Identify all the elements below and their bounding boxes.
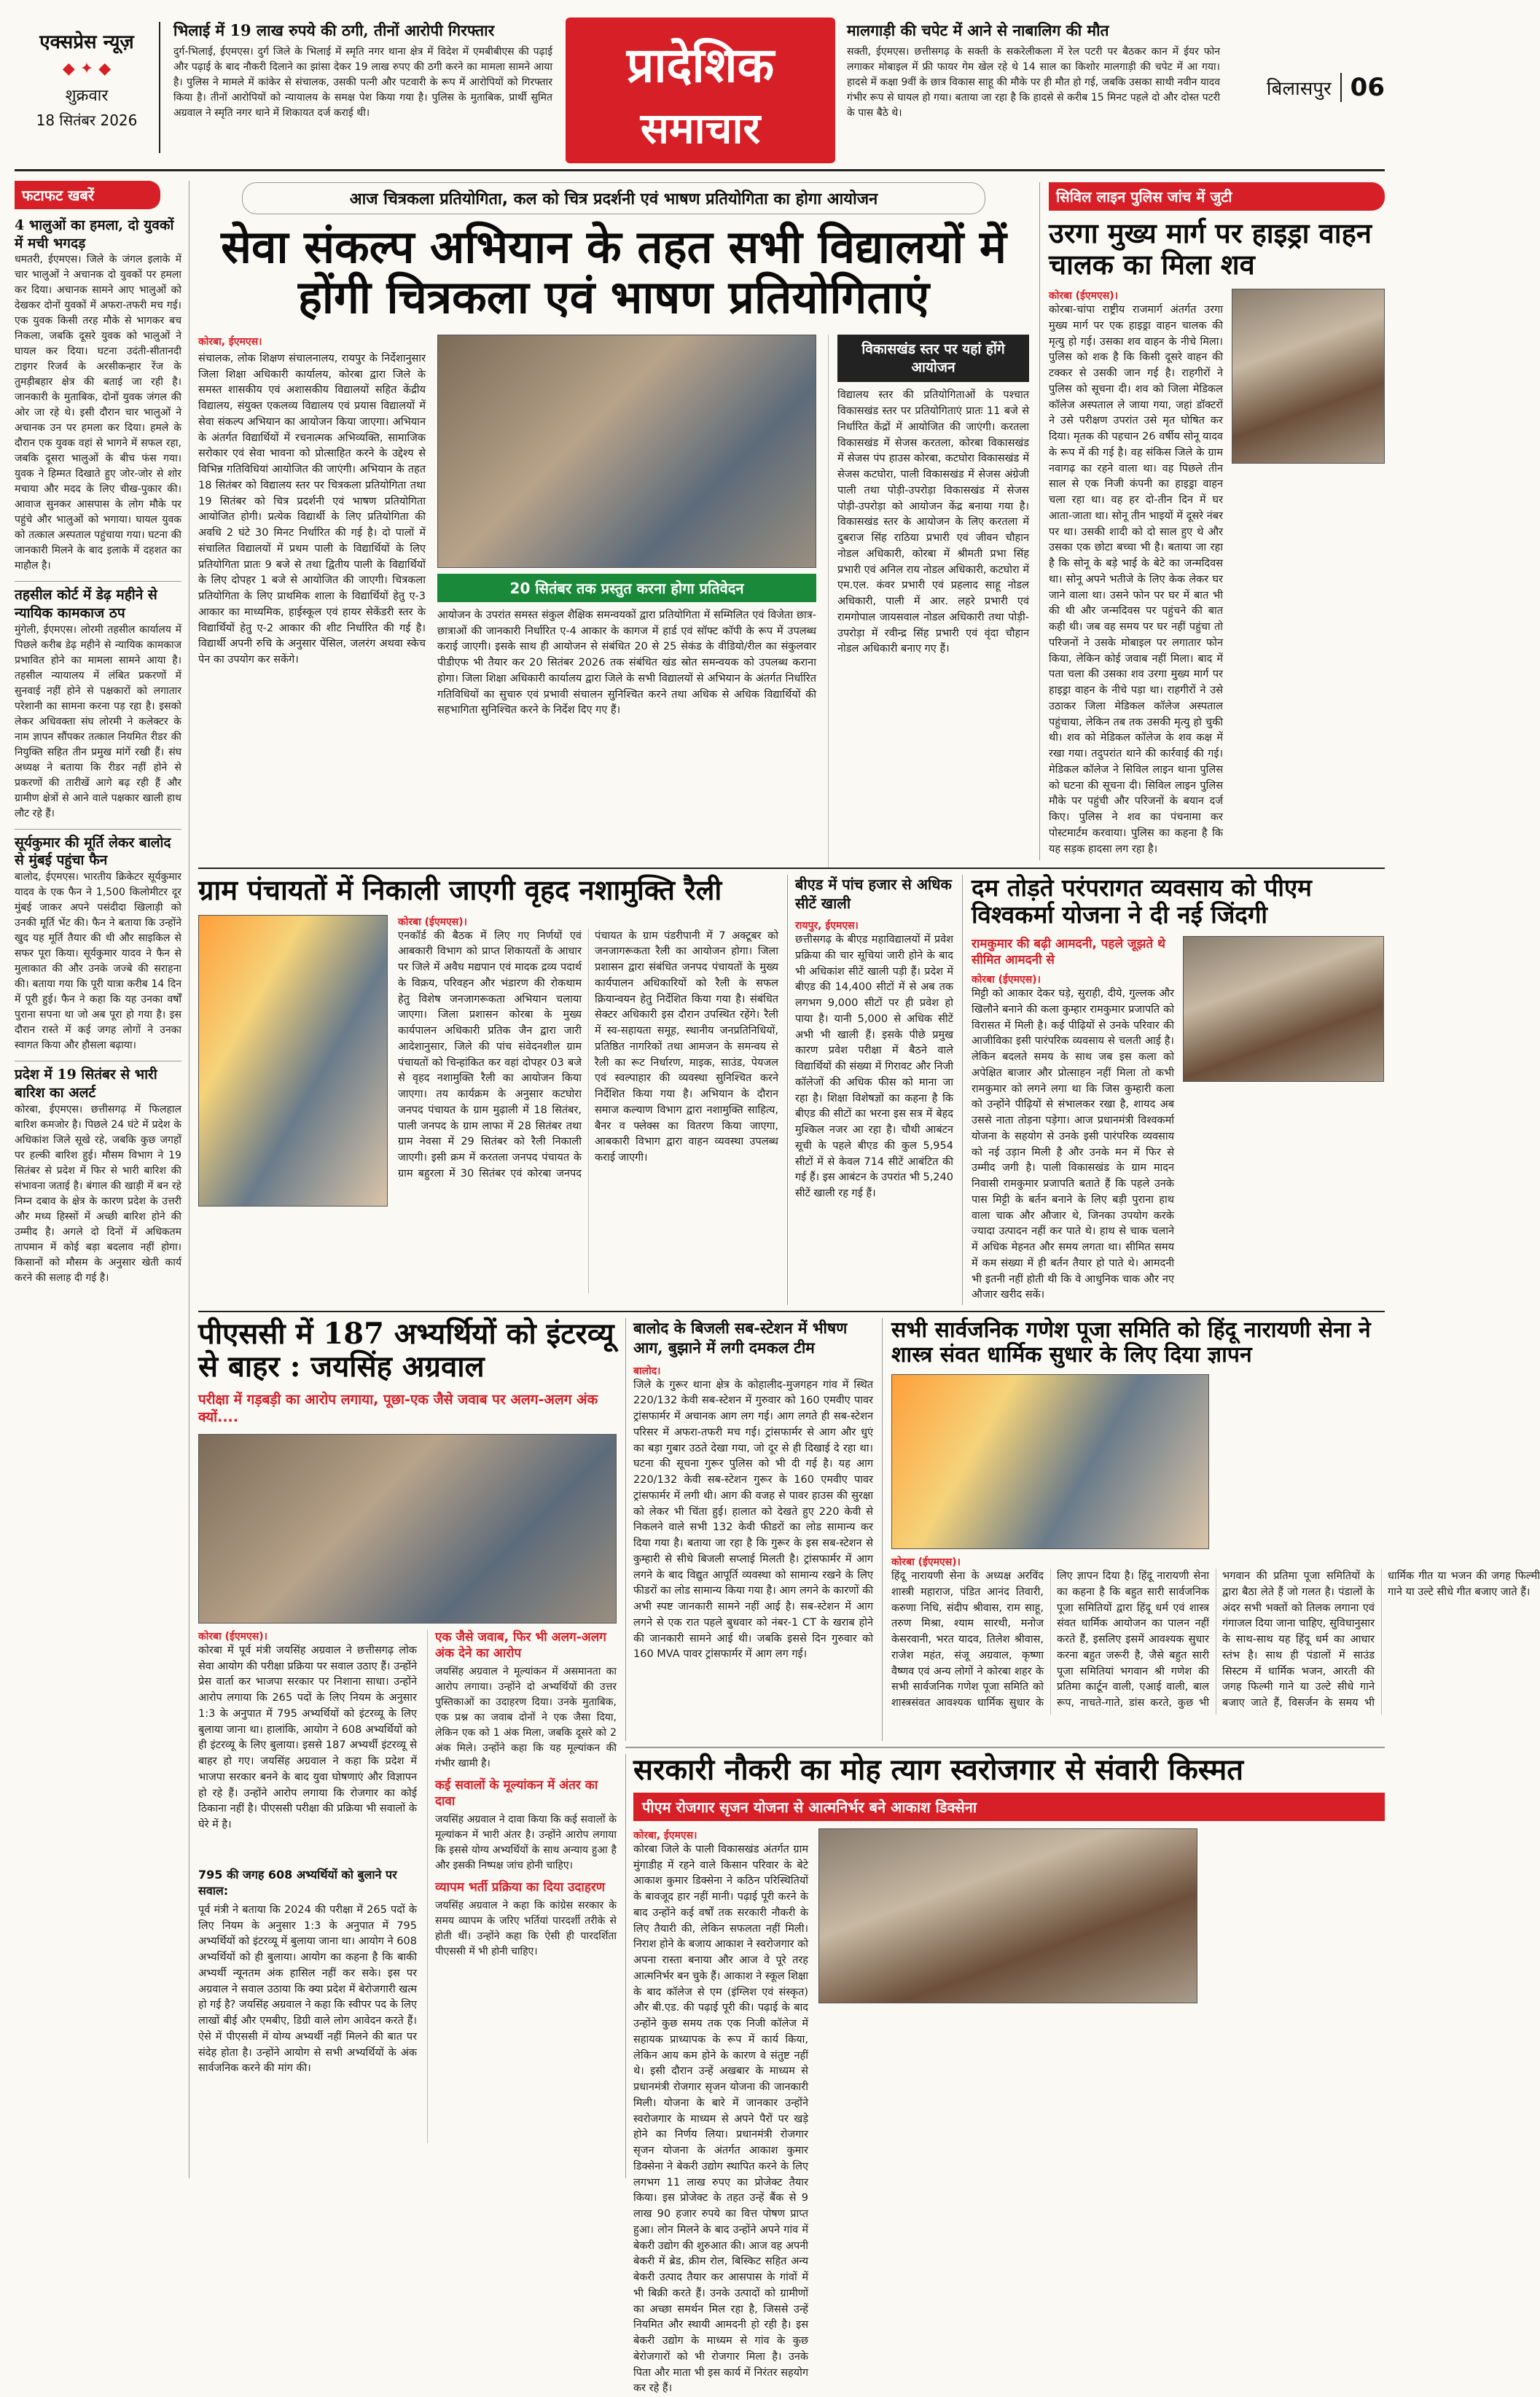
top-left-brief: [173, 20, 552, 159]
masthead-rule: [15, 169, 1385, 171]
naukri-subhead: पीएम रोजगार सृजन योजना से आत्मनिर्भर बने आकाश डिक्सेना: [633, 1793, 1385, 1821]
brief-item: [15, 217, 181, 574]
rally-photo: [198, 915, 388, 1207]
vishwakarma-headline: दम तोड़ते परंपरागत व्यवसाय को पीएम विश्वकर्मा योजना ने दी नई जिंदगी: [972, 873, 1312, 929]
ganesh-headline: सभी सार्वजनिक गणेश पूजा समिति को हिंदू नारायणी सेना ने शास्त्र संवत धार्मिक सुधार के लिए दिया ज्ञापन: [891, 1317, 1371, 1368]
brand-name: एक्सप्रेस न्यूज़: [39, 31, 134, 53]
vishwakarma-body: मिट्टी को आकार देकर घड़े, सुराही, दीये, गुल्लक और खिलौने बनाने की कला कुम्हार रामकुमार प्रजापति को विरासत में मिली है। कई पीढ़ियों से उनके परिवार की आजीविका इसी पारंपरिक व्यवसाय से चलती आई है। लेकिन बदलते समय के साथ जब इस कला को अपेक्षित बाजार और प्रोत्साहन नहीं मिला तो कभी रामकुमार को लगने लगा था कि जिस कुम्हारी कला को उन्होंने पीढ़ियों से संभालकर रखा है, शायद अब उससे नाता तोड़ना पड़ेगा। आज प्रधानमंत्री विश्वकर्मा योजना के सहयोग से उनके इसी पारंपरिक व्यवसाय को नई उड़ान मिली है और उनके मन में फिर से उम्मीद जगी है। पाली विकासखंड के ग्राम मादन निवासी रामकुमार प्रजापति बताते हैं कि पहले उनके पास मिट्टी के बर्तन बनाने के लिए बड़ी पुराना हाथ वाला चाक और औजार थे, जिनका उपयोग करके ज्यादा उत्पादन नहीं कर पाते थे। हाथ से चाक चलाने में अधिक मेहनत और समय लगता था। सीमित समय में कम संख्या में ही बर्तन तैयार हो पाते थे। आमदनी भी इतनी नहीं होती थी कि वे आधुनिक चाक और नए औजार खरीद सकें।: [972, 988, 1174, 1301]
ganesh-photo: [891, 1374, 1209, 1549]
section-rule-1: [198, 868, 1385, 869]
lead-photo: [437, 335, 816, 568]
psc-box-body: जयसिंह अग्रवाल ने मूल्यांकन में असमानता का आरोप लगाया। उन्होंने दो अभ्यर्थियों की उत्तर पुस्तिकाओं का उदाहरण दिया। उनके मुताबिक, एक प्रश्न का जवाब दोनों ने एक जैसा दिया, लेकिन एक को 1 अंक मिला, जबकि दूसरे को 2 अंक मिले। उन्होंने कहा कि यह मूल्यांकन की गंभीर खामी है।: [435, 1666, 617, 1770]
right-top-photo: [1232, 289, 1385, 464]
psc-body2: पूर्व मंत्री ने बताया कि 2024 की परीक्षा में 265 पदों के लिए नियम के अनुसार 1:3 के अनुपात में 795 अभ्यर्थियों को इंटरव्यू में बुलाया जाना था। आयोग ने 608 अभ्यर्थियों को ही बुलाया। आयोग का कहना है कि बाकी अभ्यर्थी न्यूनतम अंक हासिल नहीं कर सके। इस पर अग्रवाल ने सवाल उठाया कि क्या प्रदेश में बेरोजगारी खत्म हो गई है? जयसिंह अग्रवाल ने कहा कि स्वीपर पद के लिए लाखों बीई और एमबीए, डिग्री वाले लोग आवेदन करते हैं। ऐसे में पीएससी में योग्य अभ्यर्थी नहीं मिलने की बात पर संदेह होता है। उन्होंने आयोग से सभी अभ्यर्थियों के अंक सार्वजनिक करने की मांग की।: [198, 1903, 417, 2075]
right-top-dateline: कोरबा (ईएमएस)।: [1049, 290, 1118, 303]
balod-story: [625, 1318, 873, 1741]
quick-news-label: फटाफट खबरें: [15, 181, 160, 209]
left-column: [15, 181, 189, 2178]
psc-box-title: एक जैसे जवाब, फिर भी अलग-अलग अंक देने का आरोप: [435, 1629, 606, 1661]
ganesh-body-cont: [1218, 1374, 1384, 1702]
psc-dateline: कोरबा (ईएमएस)।: [198, 1630, 267, 1642]
right-top-headline: उरगा मुख्य मार्ग पर हाइड्रा वाहन चालक का मिला शव: [1049, 217, 1372, 281]
top-right-head: मालगाड़ी की चपेट में आने से नाबालिग की मौत: [847, 21, 1109, 39]
side-box-body: विद्यालय स्तर की प्रतियोगिताओं के पश्चात विकासखंड स्तर पर प्रतियोगिताएं प्रातः 11 बजे से निर्धारित केंद्रों में आयोजित की जाएंगी। करतला विकासखंड में सेजस करतला, कोरबा विकासखंड में सेजस पंप हाउस कोरबा, कटघोरा विकासखंड में सेजस कटघोरा, पाली विकासखंड में सेजस अंग्रेजी पाली तथा पोड़ी-उपरोड़ा विकासखंड में सेजस पोड़ी-उपरोड़ा को आयोजन केंद्र बनाया गया है। विकासखंड स्तर के आयोजन के लिए करतला में दुबराज सिंह राठिया प्रभारी एवं जीवन चौहान नोडल अधिकारी, कोरबा में श्रीमती प्रभा सिंह प्रभारी एवं अनिल राय नोडल अधिकारी, कटघोरा में एम.एल. कंवर प्रभारी एवं प्रहलाद साहू नोडल अधिकारी, पाली में आर. लहरे प्रभारी एवं रामगोपाल जायसवाल नोडल अधिकारी तथा पोड़ी-उपरोड़ा में रवीन्द्र सिंह प्रभारी एवं वृंदा चौहान नोडल अधिकारी बनाए गए हैं।: [837, 389, 1029, 655]
masthead-brand-box: [15, 22, 160, 153]
ganesh-dateline: कोरबा (ईएमएस)।: [891, 1556, 961, 1569]
section-title-line1: प्रादेशिक: [626, 36, 775, 93]
psc-sub2: 795 की जगह 608 अभ्यर्थियों को बुलाने पर सवाल:: [198, 1867, 397, 1898]
rally-headline: ग्राम पंचायतों में निकाली जाएगी वृहद नशामुक्ति रैली: [198, 873, 722, 906]
ganesh-body: हिंदू नारायणी सेना के अध्यक्ष अरविंद शास्त्री महाराज, पंडित आनंद तिवारी, करुणा निधि, संदीप श्रीवास, राम साहू, तरुण मिश्रा, श्याम सारथी, मनोज केसरवानी, भरत यादव, तिलेश श्रीवास, राजेश महंत, संजू अग्रवाल, कृष्णा वैष्णव एवं अन्य लोगों ने कोरबा शहर के सभी सार्वजनिक गणेश पूजा समिति को शास्त्रसंवत आवश्यक धार्मिक सुधार के लिए ज्ञापन दिया है। हिंदू नारायणी सेना का कहना है कि बहुत सारी सार्वजनिक पूजा समितियों द्वारा हिंदू धर्म एवं शास्त्र संवत धार्मिक आयोजन का पालन नहीं करते हैं, इसलिए इसमें आवश्यक सुधार करना बहुत जरूरी है, जैसे बहुत सारी पूजा समितियां भगवान श्री गणेश की प्रतिमा कार्टून वाली, एआई वाली, बाल रूप, नाचते-गाते, डांस करते, कुछ भी भगवान की प्रतिमा पूजा समितियों के द्वारा बैठा लेते हैं जो गलत है। पंडालों के अंदर सभी भक्तों को तिलक लगाना एवं गंगाजल दिया जाना चाहिए, सुविधानुसार के साथ-साथ यह हिंदू धर्म का आधार स्तंभ है। साथ ही पंडालों में साउंड सिस्टम में धार्मिक भजन, आरती की जगह फिल्मी गाने या उल्टे सीधे गाने बजाए जाते हैं, विसर्जन के समय भी धार्मिक गीत या भजन की जगह फिल्मी गाने या उल्टे सीधे गीत बजाए जाते हैं।: [891, 1570, 1540, 1710]
bed-dateline: रायपुर, ईएमएस।: [795, 920, 859, 932]
brief-item: [15, 1066, 181, 1285]
side-box-title: विकासखंड स्तर पर यहां होंगे आयोजन: [837, 335, 1029, 382]
lead-story: [198, 182, 1029, 860]
issue-date: 18 सितंबर 2026: [36, 112, 138, 129]
lead-headline: सेवा संकल्प अभियान के तहत सभी विद्यालयों में होंगी चित्रकला एवं भाषण प्रतियोगिताएं: [221, 220, 1007, 324]
section-title-line2: समाचार: [640, 104, 761, 153]
lead-below-photo: आयोजन के उपरांत समस्त संकुल शैक्षिक समन्वयकों द्वारा प्रतियोगिता में सम्मिलित एवं विजेता छात्र-छात्राओं की जानकारी निर्धारित ए-4 आकार के कागज में हार्ड एवं सॉफ्ट कॉपी के रूप में उपलब्ध कराई जाएगी। इसके साथ ही आयोजन से संबंधित 20 से 25 सेकंड के वीडियो/रील का संकुलवार पीडीएफ भी तैयार कर 20 सितंबर 2026 तक संबंधित खंड स्रोत समन्वयक को उपलब्ध कराना होगा। जिला शिक्षा अधिकारी कार्यालय द्वारा जिले के सभी विद्यालयों से अभियान के अंतर्गत निर्धारित गतिविधियों का सुचारु एवं प्रभावी संचालन सुनिश्चित करने तथा अधिक से अधिक विद्यार्थियों की सहभागिता सुनिश्चित करने के निर्देश दिए गए हैं।: [437, 609, 816, 717]
psc-photo: [198, 1434, 617, 1624]
vishwakarma-dateline: कोरबा (ईएमएस)।: [972, 974, 1041, 986]
psc-box3-body: जयसिंह अग्रवाल ने कहा कि कांग्रेस सरकार के समय व्यापम के जरिए भर्तियां पारदर्शी तरीके से होती थीं। उन्होंने कहा कि ऐसी ही पारदर्शिता पीएससी में भी होनी चाहिए।: [435, 1900, 617, 1958]
lead-photo-caption: 20 सितंबर तक प्रस्तुत करना होगा प्रतिवेदन: [437, 574, 816, 602]
top-right-brief: [847, 20, 1220, 159]
city-page-box: [1232, 66, 1385, 109]
ganesh-story: [882, 1317, 1540, 1741]
vishwakarma-subhead: रामकुमार की बढ़ी आमदनी, पहले जूझते थे सीमित आमदनी से: [972, 936, 1165, 967]
naukri-dateline: कोरबा, ईएमएस।: [633, 1829, 697, 1841]
rally-story: [198, 875, 778, 1305]
naukri-body-cont2: [1208, 1828, 1383, 2156]
page-divider: [1340, 73, 1342, 102]
section-rule-3: [625, 1747, 1385, 1748]
psc-box3-title: व्यापम भर्ती प्रक्रिया का दिया उदाहरण: [435, 1880, 606, 1895]
psc-body: कोरबा में पूर्व मंत्री जयसिंह अग्रवाल ने छत्तीसगढ़ लोक सेवा आयोग की परीक्षा प्रक्रिया पर सवाल उठाए हैं। उन्होंने प्रेस वार्ता कर भाजपा सरकार पर निशाना साधा। उन्होंने आरोप लगाया कि 265 पदों के लिए नियम के अनुसार 1:3 के अनुपात में 795 अभ्यर्थियों को इंटरव्यू के लिए बुलाया जाना था। हालांकि, आयोग ने 608 अभ्यर्थियों को ही इंटरव्यू के लिए बुलाया। इससे 187 अभ्यर्थी इंटरव्यू से बाहर हो गए। जयसिंह अग्रवाल ने कहा कि प्रदेश में भाजपा सरकार बनने के बाद युवा घोषणाएं और विज्ञापन हो रहे हैं। उन्होंने आरोप लगाया कि रोजगार का कोई ठिकाना नहीं है। पीएससी परीक्षा की प्रक्रिया भी सवालों के घेरे में है।: [198, 1644, 417, 1831]
brief-head: सूर्यकुमार की मूर्ति लेकर बालोद से मुंबई पहुंचा फैन: [15, 834, 171, 869]
bed-body: छत्तीसगढ़ के बीएड महाविद्यालयों में प्रवेश प्रक्रिया की चार सूचियां जारी होने के बाद भी अधिकांश सीटें खाली पड़ी हैं। प्रदेश में बीएड की 14,400 सीटों में से अब तक लगभग 9,000 सीटों पर ही प्रवेश हो पाया है। यानी 5,000 से अधिक सीटें अभी भी खाली हैं। इसके पीछे प्रमुख कारण प्रवेश परीक्षा में बैठने वाले विद्यार्थियों की संख्या में गिरावट और निजी कॉलेजों की अधिक फीस को माना जा रहा है। शिक्षा विशेषज्ञों का कहना है कि बीएड की सीटों का भरना इस सत्र में बेहद मुश्किल नजर आ रहा है। चौथी आबंटन सूची के पहले बीएड की कुल 5,954 सीटों में से केवल 714 सीटें आबंटित की गई हैं। इस आबंटन के उपरांत भी 5,240 सीटें खाली रह गई हैं।: [795, 934, 953, 1199]
psc-story: [198, 1318, 617, 2178]
lead-body: संचालक, लोक शिक्षण संचालनालय, रायपुर के निर्देशानुसार जिला शिक्षा अधिकारी कार्यालय, कोरबा द्वारा जिले के समस्त शासकीय एवं अशासकीय विद्यालयों सहित केंद्रीय विद्यालय, संयुक्त एकलव्य विद्यालय एवं प्रयास विद्यालयों में सेवा संकल्प अभियान का आयोजन किया जाएगा। अभियान के अंतर्गत विद्यार्थियों में रचनात्मक अभिव्यक्ति, सामाजिक सरोकार एवं सेवा भावना को प्रोत्साहित करने के उद्देश्य से विभिन्न गतिविधियां आयोजित की जाएंगी। अभियान के तहत 18 सितंबर को विद्यालय स्तर पर चित्रकला प्रतियोगिता तथा 19 सितंबर को चित्र प्रदर्शनी एवं भाषण प्रतियोगिता आयोजित होगी। प्रत्येक विद्यार्थी के लिए प्रतियोगिता की अवधि 2 घंटे 30 मिनट निर्धारित की गई है। दो पालों में संचालित विद्यालयों में प्रथम पाली के विद्यार्थियों के लिए प्रतियोगिता प्रातः 9 बजे से तथा द्वितीय पाली के विद्यार्थियों के लिए दोपहर 1 बजे से आयोजित की जाएगी। चित्रकला प्रतियोगिता के लिए प्राथमिक शाला के विद्यार्थियों हेतु ए-3 आकार का माध्यमिक, हाईस्कूल एवं हायर सेकेंडरी स्तर के विद्यार्थियों हेतु ए-2 आकार की शीट निर्धारित की गई है। विद्यार्थी अपनी रुचि के अनुसार पेंसिल, जलरंग अथवा स्केच पेन का उपयोग कर सकेंगे।: [198, 352, 426, 666]
vishwakarma-photo: [1183, 936, 1384, 1082]
right-top-story: [1039, 182, 1385, 860]
rally-body: एनकॉर्ड की बैठक में लिए गए निर्णयों एवं आबकारी विभाग को प्राप्त शिकायतों के आधार पर जिले में अवैध मद्यपान एवं मादक द्रव्य पदार्थ के विक्रय, परिवहन और भंडारण की रोकथाम हेतु विशेष जनजागरूकता अभियान चलाया जाएगा। जिला प्रशासन कोरबा के मुख्य कार्यपालन अधिकारी प्रतिक जैन द्वारा जारी आदेशानुसार, जिले की पांच संवेदनशील ग्राम पंचायतों को चिन्हांकित कर वहां दोपहर 03 बजे से वृहद नशामुक्ति रैली का आयोजन किया जाएगा। तय कार्यक्रम के अनुसार कटघोरा जनपद पंचायत के ग्राम मुढ़ाली में 18 सितंबर, पाली जनपद के ग्राम लाफा में 28 सितंबर तथा ग्राम नेवसा में 29 सितंबर को रैली निकाली जाएगी। इसी क्रम में करतला जनपद पंचायत के ग्राम बहुरला में 30 सितंबर एवं कोरबा जनपद पंचायत के ग्राम पंडरीपानी में 7 अक्टूबर को जनजागरूकता रैली का आयोजन होगा। जिला प्रशासन द्वारा संबंधित जनपद पंचायतों के मुख्य कार्यपालन अधिकारियों को रैली के सफल क्रियान्वयन हेतु निर्देशित किया गया है। संबंधित सेक्टर अधिकारी इस दौरान उपस्थित रहेंगे। रैली में स्व-सहायता समूह, स्थानीय जनप्रतिनिधियों, प्रतिष्ठित नागरिकों तथा आमजन के समन्वय से रैली का रूट निर्धारण, माइक, साउंड, पेयजल एवं स्वल्पाहार की व्यवस्था सुनिश्चित करने निर्देशित किया गया है। अभियान के दौरान समाज कल्याण विभाग द्वारा नशामुक्ति साहित्य, बैनर व फ्लेक्स का वितरण किया जाएगा, आबकारी विभाग द्वारा वाहन व्यवस्था उपलब्ध कराई जाएगी।: [398, 929, 778, 1180]
psc-headline: पीएससी में 187 अभ्यर्थियों को इंटरव्यू से बाहर : जयसिंह अग्रवाल: [198, 1317, 614, 1384]
balod-dateline: बालोद।: [633, 1365, 661, 1377]
right-top-body: कोरबा-चांपा राष्ट्रीय राजमार्ग अंतर्गत उरगा मुख्य मार्ग पर एक हाइड्रा वाहन चालक की मृत्यु हो गई। उसका शव वाहन के नीचे मिला। पुलिस को शक है कि किसी दूसरे वाहन की टक्कर से उसकी जान गई है। राहगीरों ने पुलिस को सूचना दी। शव को जिला मेडिकल कॉलेज अस्पताल ले जाया गया, जहां डॉक्टरों ने उसे परीक्षण उपरांत उसे मृत घोषित कर दिया। मृतक की पहचान 26 वर्षीय सोनू यादव के रूप में की गई है। वह संकिस जिले के ग्राम नवागढ़ का रहने वाला था। वह पिछले तीन साल से एक निजी कंपनी का हाइड्रा वाहन चला रहा था। वह हर दो-तीन दिन में घर आता-जाता था। सोनू तीन भाइयों में दूसरे नंबर पर था। उसकी शादी को दो साल हुए थे और उसका एक छोटा बच्चा भी है। बताया जा रहा है कि सोनू के बड़े भाई के बेटे का जन्मदिवस था। सोनू अपने भतीजे के लिए केक लेकर घर जाने वाला था। उसने फोन पर घर में बात भी की थी और जन्मदिवस पर पहुंचने की बात कही थी। जब वह समय पर घर नहीं पहुंचा तो परिजनों ने उसके मोबाइल पर लगातार फोन किया, लेकिन कोई जवाब नहीं मिला। बाद में पता चला की उसका शव उरगा मुख्य मार्ग पर हाइड्रा वाहन के नीचे पड़ा था। राहगीरों ने उसे उठाकर जिला मेडिकल कॉलेज अस्पताल पहुंचाया, लेकिन तब तक उसकी मृत्यु हो चुकी थी। शव को मेडिकल कॉलेज के शव कक्ष में रखा गया। तदुपरांत थाने की कार्रवाई की गई। मेडिकल कॉलेज ने सिविल लाइन थाना पुलिस को घटना की सूचना दी। सिविल लाइन पुलिस मौके पर पहुंची और परिजनों के बयान दर्ज किए। पुलिस ने शव का पंचनामा कर पोस्टमार्टम करवाया। पुलिस का कहना है कि यह सड़क हादसा लग रहा है।: [1049, 304, 1223, 855]
top-left-body: दुर्ग-भिलाई, ईएमएस। दुर्ग जिले के भिलाई में स्मृति नगर थाना क्षेत्र में विदेश में एमबीबीएस की पढ़ाई और पढ़ाई के बाद नौकरी दिलाने का झांसा देकर 19 लाख रुपए की ठगी करने का मामला सामने आया है। पुलिस ने मामले में कांकेर से संचालक, उसकी पत्नी और पटवारी के रूप में आरोपियों को गिरफ्तार किया है। तीनों आरोपियों को न्यायालय के समक्ष पेश किया गया है। पुलिस के मुताबिक, प्रार्थी सुमित अग्रवाल ने स्मृति नगर थाने में शिकायत दर्ज कराई थी।: [173, 46, 552, 120]
bed-headline: बीएड में पांच हजार से अधिक सीटें खाली: [795, 876, 952, 912]
brief-head: 4 भालुओं का हमला, दो युवकों में मची भगदड़: [15, 217, 174, 252]
brief-body: कोरबा, ईएमएस। छत्तीसगढ़ में फिलहाल बारिश कमजोर है। पिछले 24 घंटे में प्रदेश के अधिकांश जिले सूखे रहे, जबकि कुछ जगहों पर हल्की बारिश हुई। मौसम विभाग ने 19 सितंबर से प्रदेश में फिर से भारी बारिश की संभावना जताई है। बंगाल की खाड़ी में बन रहे निम्न दबाव के क्षेत्र के कारण प्रदेश के उत्तरी और मध्य हिस्सों में अच्छी बारिश होने की उम्मीद है। अगले दो दिनों में अधिकतम तापमान में कोई बड़ा बदलाव नहीं होगा। किसानों को मौसम के अनुसार खेती कार्य करने की सलाह दी गई है।: [15, 1103, 181, 1284]
brief-head: प्रदेश में 19 सितंबर से भारी बारिश का अलर्ट: [15, 1067, 157, 1101]
naukri-story: [625, 1753, 1385, 2395]
brief-item: [15, 586, 181, 821]
section-rule-2: [198, 1311, 1385, 1312]
city-name: बिलासपुर: [1266, 78, 1332, 100]
psc-box2-body: जयसिंह अग्रवाल ने दावा किया कि कई सवालों के मूल्यांकन में भारी अंतर है। उन्होंने आरोप लगाया कि इससे योग्य अभ्यर्थियों के साथ अन्याय हुआ है और इसकी निष्पक्ष जांच होनी चाहिए।: [435, 1814, 617, 1872]
rally-dateline: कोरबा (ईएमएस)।: [398, 916, 467, 928]
top-left-head: भिलाई में 19 लाख रुपये की ठगी, तीनों आरोपी गिरफ्तार: [173, 21, 495, 39]
naukri-body: कोरबा जिले के पाली विकासखंड अंतर्गत ग्राम मुंगाडीह में रहने वाले किसान परिवार के बेटे आकाश कुमार डिक्सेना ने कठिन परिस्थितियों के बावजूद हार नहीं मानी। पढ़ाई पूरी करने के बाद उन्होंने कई वर्षों तक सरकारी नौकरी के लिए तैयारी की, लेकिन सफलता नहीं मिली। निराश होने के बजाय आकाश ने स्वरोजगार को अपना रास्ता बनाया और आज वे पूरे तरह आत्मनिर्भर बन चुके हैं। आकाश ने स्कूल शिक्षा के बाद कॉलेज से एम (इंग्लिश एवं संस्कृत) और बी.एड. की पढ़ाई पूरी की। पढ़ाई के बाद उन्होंने कुछ समय तक एक निजी कॉलेज में सहायक प्राध्यापक के रूप में कार्य किया, लेकिन आय कम होने के कारण वे संतुष्ट नहीं थे। इसी दौरान उन्हें अखबार के माध्यम से प्रधानमंत्री रोजगार सृजन योजना की जानकारी मिली। योजना के बारे में जानकार उन्होंने स्वरोजगार के माध्यम से अपने पैरों पर खड़े होने का निर्णय लिया। प्रधानमंत्री रोजगार सृजन योजना के अंतर्गत आकाश कुमार डिक्सेना ने बेकरी उद्योग स्थापित करने के लिए लगभग 11 लाख रुपए का प्रोजेक्ट तैयार किया। इस प्रोजेक्ट के तहत उन्हें बैंक से 9 लाख 90 हजार रुपये का वित्त पोषण प्राप्त हुआ। लोन मिलने के बाद उन्होंने अपने गांव में बेकरी उद्योग की शुरुआत की। आज वह अपनी बेकरी में ब्रेड, क्रीम रोल, बिस्किट सहित अन्य बेकरी उत्पाद तैयार कर आसपास के गांवों में भी बिक्री करते हैं। उनके उत्पादों को ग्रामीणों का अच्छा समर्थन मिल रहा है, जिससे उन्हें नियमित और स्थायी आमदनी हो रही है। इस बेकरी उद्योग के माध्यम से गांव के कुछ बेरोजगारों को भी रोजगार मिला है। उनके पिता और माता भी इस कार्य में निरंतर सहयोग कर रहे हैं।: [633, 1843, 808, 2395]
naukri-photo: [818, 1828, 1197, 2003]
psc-subhead: परीक्षा में गड़बड़ी का आरोप लगाया, पूछा-एक जैसे जवाब पर अलग-अलग अंक क्यों....: [198, 1391, 598, 1426]
lead-dateline: कोरबा, ईएमएस।: [198, 335, 262, 348]
page-number: 06: [1350, 73, 1385, 102]
lead-kicker: आज चित्रकला प्रतियोगिता, कल को चित्र प्रदर्शनी एवं भाषण प्रतियोगिता का होगा आयोजन: [242, 182, 985, 214]
psc-box2-title: कई सवालों के मूल्यांकन में अंतर का दावा: [435, 1778, 598, 1809]
naukri-body-cont: [818, 2009, 1197, 2155]
brief-body: बालोद, ईएमएस। भारतीय क्रिकेटर सूर्यकुमार यादव के एक फैन ने 1,500 किलोमीटर दूर मुंबई जाकर अपने पसंदीदा खिलाड़ी को उनकी मूर्ति भेंट की। फैन ने बताया कि उन्होंने खुद यह मूर्ति तैयार की थी और साइकिल से सफर पूरा किया। सूर्यकुमार यादव ने फैन से मुलाकात की और उनके जज्बे की सराहना की। बताया गया कि पूरी यात्रा करीब 14 दिन में पूरी हुई। फैन ने कहा कि यह उनका वर्षों पुराना सपना था जो अब पूरा हो गया है। इस दौरान रास्ते में कई जगह लोगों ने उनका स्वागत किया और हौसला बढ़ाया।: [15, 871, 181, 1052]
vishwakarma-story: [962, 875, 1385, 1305]
section-title-box: [566, 17, 835, 163]
brief-item: [15, 834, 181, 1053]
balod-headline: बालोद के बिजली सब-स्टेशन में भीषण आग, बुझाने में लगी दमकल टीम: [633, 1319, 848, 1357]
bed-story: [787, 875, 953, 1305]
issue-day: शुक्रवार: [65, 87, 109, 105]
brief-body: धमतरी, ईएमएस। जिले के जंगल इलाके में चार भालुओं ने अचानक दो युवकों पर हमला कर दिया। अचानक सामने आए भालुओं को देखकर दोनों युवकों में अफरा-तफरी मच गई। एक युवक किसी तरह मौके से भागकर बच निकला, जबकि दूसरे युवक को भालुओं ने घायल कर दिया। घटना उदंती-सीतानदी टाइगर रिजर्व के अरसीकन्हार रेंज के तुमड़ीबहार क्षेत्र की बताई जा रही है। जानकारी के मुताबिक, दोनों युवक जंगल की ओर जा रहे थे। इसी दौरान चार भालुओं ने अचानक उन पर हमला कर दिया। हमले के दौरान एक युवक वहां से भागने में सफल रहा, जबकि दूसरा भालुओं के बीच फंस गया। युवक ने हिम्मत दिखाते हुए जोर-जोर से शोर मचाया और मदद के लिए चीख-पुकार की। आवाज सुनकर आसपास के लोग मौके पर पहुंचे और भालुओं को भगाया। घायल युवक को तत्काल अस्पताल पहुंचाया गया। घटना की जानकारी मिलने के बाद इलाके में दहशत का माहौल है।: [15, 254, 181, 572]
brand-ornament-icon: ◆ ✦ ◆: [62, 60, 112, 78]
balod-body: जिले के गुरूर थाना क्षेत्र के कोहालीद-मुजगहन गांव में स्थित 220/132 केवी सब-स्टेशन में गुरुवार को 160 एमवीए पावर ट्रांसफार्मर में अचानक आग लग गई। आग लगते ही सब-स्टेशन परिसर में अफरा-तफरी मच गई। ट्रांसफार्मर से आग और धुएं का बड़ा गुबार उठते देखा गया, जो दूर से ही दिखाई दे रहा था। घटना की सूचना गुरूर पुलिस को भी दी गई है। यह आग 220/132 केवी सब-स्टेशन गुरूर के 160 एमवीए पावर ट्रांसफार्मर में लगी थी। आग की वजह से पावर हाउस की सुरक्षा को लेकर भी चिंता हुई। हालात को देखते हुए 220 केवी से निकलने वाले सभी 132 केवी फीडरों का लोड सामान्य कर दिया गया है। बताया जा रहा है कि गुरूर के इस सब-स्टेशन से कुम्हारी से सीधे बिजली सप्लाई मिलती है। ट्रांसफार्मर में आग लगने के बाद विद्युत आपूर्ति व्यवस्था को सामान्य रखने के लिए फीडरों का लोड सामान्य किया गया है। आग लगने के कारणों की अभी स्पष्ट जानकारी सामने नहीं आई है। सब-स्टेशन में आग लगने से एक रात पहले बुधवार को नंबर-1 CT के खराब होने की जानकारी सामने आई थी। जबकि इससे दिन गुरुवार को 160 MVA पावर ट्रांसफार्मर में आग लग गई।: [633, 1379, 873, 1661]
naukri-headline: सरकारी नौकरी का मोह त्याग स्वरोजगार से संवारी किस्मत: [633, 1753, 1244, 1787]
top-right-body: सक्ती, ईएमएस। छत्तीसगढ़ के सक्ती के सकरेलीकला में रेल पटरी पर बैठकर कान में ईयर फोन लगाकर मोबाइल में फ्री फायर गेम खेल रहे थे 14 साल का किशोर मालगाड़ी की चपेट में आ गया। हादसे में कक्षा 9वीं के छात्र विकास साहू की मौके पर ही मौत हो गई, जबकि उसका साथी नवीन यादव गंभीर रूप से घायल हो गया। बताया जा रहा है कि हादसे से करीब 15 मिनट पहले दो और दोस्त पटरी के पास बैठे थे।: [847, 46, 1220, 120]
right-top-label: सिविल लाइन पुलिस जांच में जुटी: [1049, 182, 1385, 211]
brief-head: तहसील कोर्ट में डेढ़ महीने से न्यायिक कामकाज ठप: [15, 587, 157, 622]
brief-body: मुंगेली, ईएमएस। लोरमी तहसील कार्यालय में पिछले करीब डेढ़ महीने से न्यायिक कामकाज प्रभावित होने का मामला सामने आया है। तहसील न्यायालय में लंबित प्रकरणों में सुनवाई नहीं होने से पक्षकारों को लगातार परेशानी का सामना करना पड़ रहा है। इसको लेकर अधिवक्ता संघ लोरमी ने कलेक्टर के नाम ज्ञापन सौंपकर तत्काल नियमित रीडर की नियुक्ति सहित तीन प्रमुख मांगें रखी हैं। संघ अध्यक्ष ने बताया कि रीडर नहीं होने से प्रकरणों की तारीखें आगे बढ़ रही हैं और ग्रामीण क्षेत्रों से आने वाले पक्षकार खाली हाथ लौट रहे हैं।: [15, 623, 181, 819]
brief-divider: [15, 581, 181, 582]
brief-divider: [15, 829, 181, 830]
